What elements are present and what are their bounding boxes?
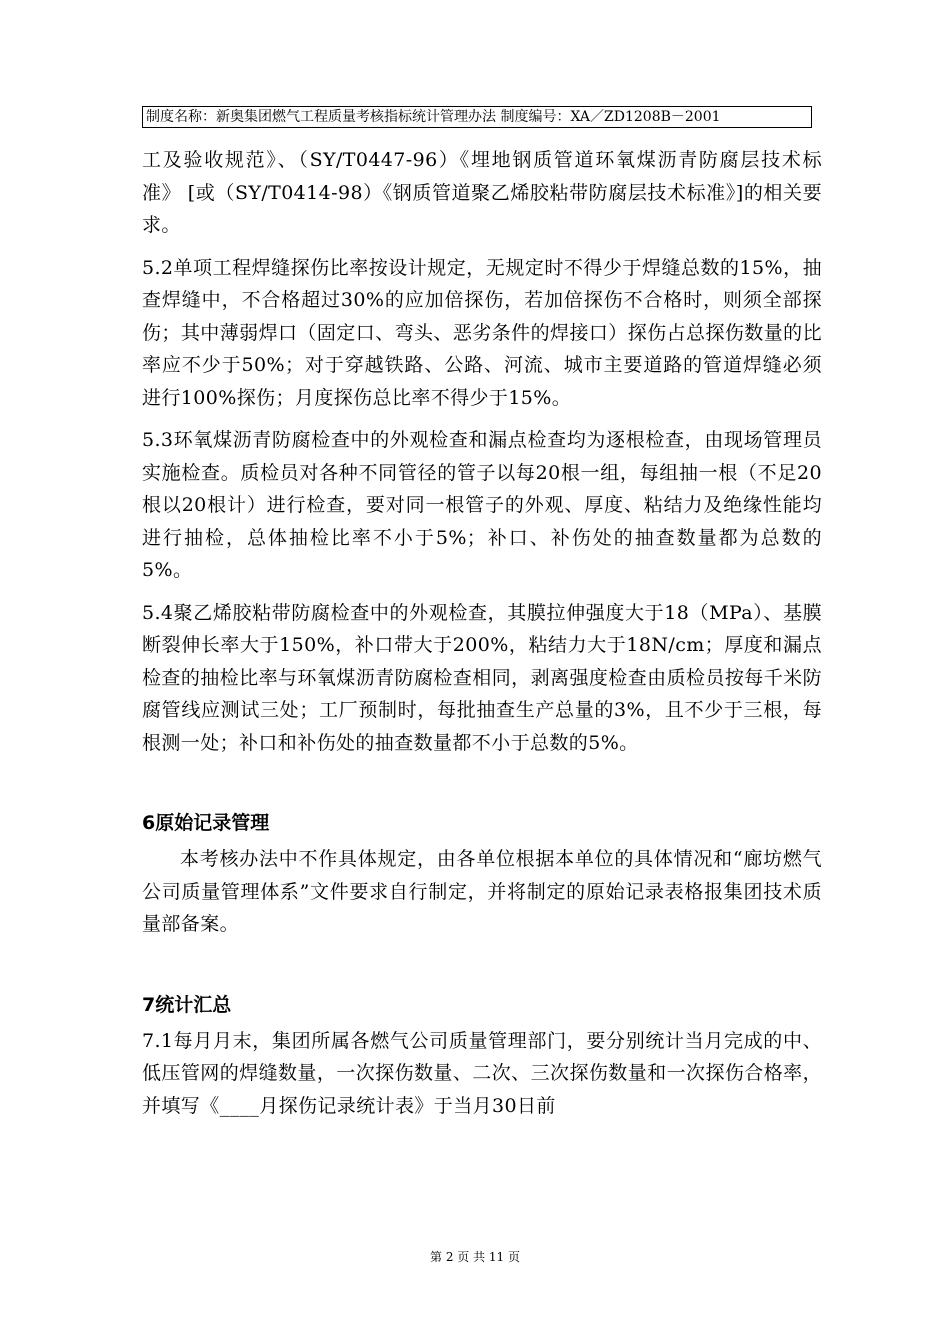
page-number: 第 2 页 共 11 页 xyxy=(430,1250,520,1264)
page-content xyxy=(142,144,822,1122)
section-6-body: 本考核办法中不作具体规定，由各单位根据本单位的具体情况和“廊坊燃气公司质量管理体系”文件要求自行制定，并将制定的原始记录表格报集团技术质量部备案。 xyxy=(142,848,822,935)
paragraph-5-2: 5.2单项工程焊缝探伤比率按设计规定，无规定时不得少于焊缝总数的15%，抽查焊缝中，不合格超过30%的应加倍探伤，若加倍探伤不合格时，则须全部探伤；其中薄弱焊口（固定口、弯头、恶劣条件的焊接口）探伤占总探伤数量的比率应不少于50%；对于穿越铁路、公路、河流、城市主要道路的管道焊缝必须进行100%探伤；月度探伤总比率不得少于15%。 xyxy=(142,256,822,409)
paragraph-5-4: 5.4聚乙烯胶粘带防腐检查中的外观检查，其膜拉伸强度大于18（MPa）、基膜断裂伸长率大于150%，补口带大于200%，粘结力大于18N/cm；厚度和漏点检查的抽检比率与环氧煤沥青防腐检查相同，剥离强度检查由质检员按每千米防腐管线应测试三处；工厂预制时，每批抽查生产总量的3%，且不少于三根，每根测一处；补口和补伤处的抽查数量都不小于总数的5%。 xyxy=(142,601,822,754)
section-6-heading: 6原始记录管理 xyxy=(142,812,270,834)
document-header: 制度名称：新奥集团燃气工程质量考核指标统计管理办法 制度编号：XA／ZD1208B－2001 xyxy=(142,106,812,128)
section-7-heading: 7统计汇总 xyxy=(142,993,232,1016)
section-7-body: 7.1每月月末，集团所属各燃气公司质量管理部门，要分别统计当月完成的中、低压管网的焊缝数量，一次探伤数量、二次、三次探伤数量和一次探伤合格率，并填写《____月探伤记录统计表》于当月30日前 xyxy=(142,1029,822,1117)
paragraph-standards: 工及验收规范》、（SY/T0447-96）《埋地钢质管道环氧煤沥青防腐层技术标准》 [或（SY/T0414-98）《钢质管道聚乙烯胶粘带防腐层技术标准》]的相关要求。 xyxy=(142,149,822,236)
paragraph-5-3: 5.3环氧煤沥青防腐检查中的外观检查和漏点检查均为逐根检查，由现场管理员实施检查。质检员对各种不同管径的管子以每20根一组，每组抽一根（不足20根以20根计）进行检查，要对同一根管子的外观、厚度、粘结力及绝缘性能均进行抽检，总体抽检比率不小于5%；补口、补伤处的抽查数量都为总数的5%。 xyxy=(142,429,822,581)
